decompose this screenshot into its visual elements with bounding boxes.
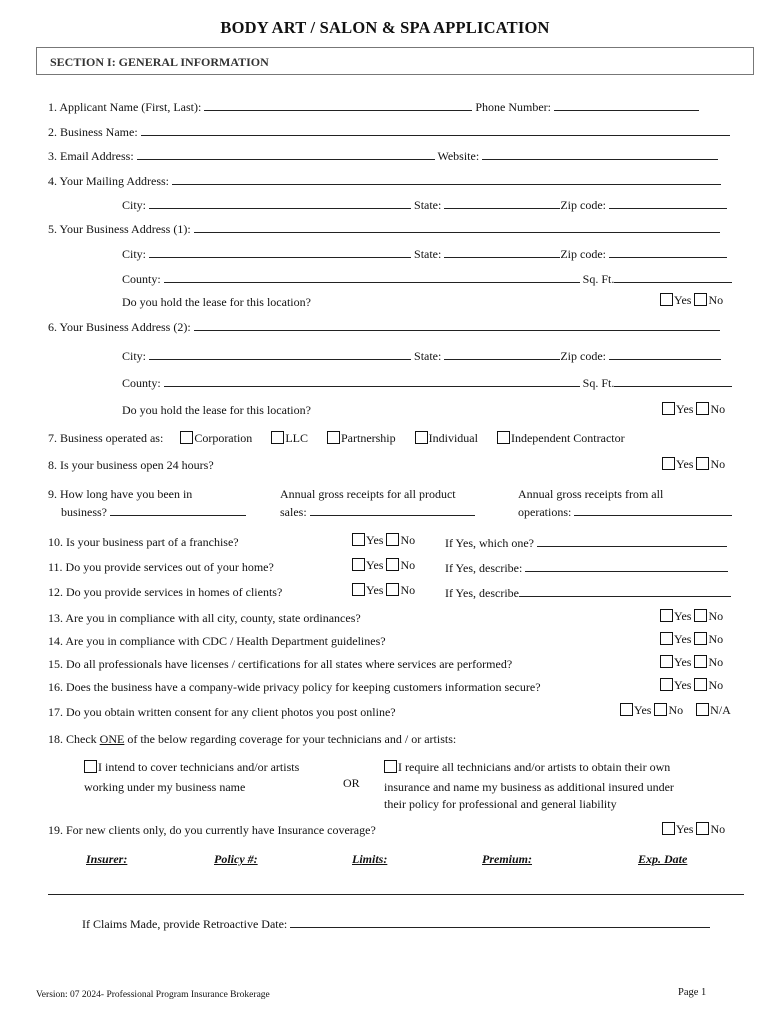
address1-county-field[interactable] [164, 271, 580, 283]
q12-follow [445, 585, 731, 601]
q2-label: 2. Business Name: [48, 125, 138, 139]
no-label: No [400, 533, 416, 547]
q14-yesno [660, 632, 723, 647]
no-checkbox[interactable] [694, 609, 707, 622]
q14-label: 14. Are you in compliance with CDC / Health Department guidelines? [48, 634, 386, 648]
sqft-label: Sq. Ft. [582, 376, 615, 390]
yes-label: Yes [366, 558, 384, 572]
limits-header: Limits: [352, 852, 388, 866]
business-address1-field[interactable] [194, 221, 720, 233]
partnership-checkbox[interactable] [327, 431, 340, 444]
q11-yesno [352, 558, 415, 573]
website-field[interactable] [482, 148, 718, 160]
address2-city-field[interactable] [149, 348, 411, 360]
q5-row [48, 221, 720, 237]
address2-county-field[interactable] [164, 375, 580, 387]
no-label: No [710, 457, 726, 471]
q3-label: 3. Email Address: [48, 149, 134, 163]
city-label: City: [122, 198, 147, 212]
business-address2-field[interactable] [194, 319, 720, 331]
mailing-state-field[interactable] [444, 197, 560, 209]
q6-city-row [122, 348, 721, 364]
q2-row [48, 124, 730, 140]
q18-option2-line1 [384, 760, 670, 775]
q4-row [48, 173, 721, 189]
yes-label: Yes [674, 678, 692, 692]
address1-zip-field[interactable] [609, 246, 727, 258]
corporation-checkbox[interactable] [180, 431, 193, 444]
yes-checkbox[interactable] [660, 655, 673, 668]
retroactive-date-field[interactable] [290, 916, 710, 928]
no-checkbox[interactable] [696, 457, 709, 470]
q5-lease-yesno [660, 293, 723, 308]
city-label: City: [122, 349, 147, 363]
phone-field[interactable] [554, 99, 699, 111]
require-own-insurance-checkbox[interactable] [384, 760, 397, 773]
individual-checkbox[interactable] [415, 431, 428, 444]
q9-col1-line2 [61, 504, 246, 520]
yes-checkbox[interactable] [352, 583, 365, 596]
q18-option1-line2: working under my business name [84, 780, 246, 794]
no-label: No [708, 293, 724, 307]
q15-label: 15. Do all professionals have licenses / certifications for all states where services are performed? [48, 657, 513, 671]
q9-col2-line2 [280, 504, 475, 520]
no-checkbox[interactable] [654, 703, 667, 716]
yes-label: Yes [674, 632, 692, 646]
q10-follow [445, 535, 727, 551]
county-label: County: [122, 376, 161, 390]
q15-yesno [660, 655, 723, 670]
individual-label: Individual [428, 431, 478, 445]
yes-checkbox[interactable] [660, 678, 673, 691]
no-label: No [710, 402, 726, 416]
no-checkbox[interactable] [696, 822, 709, 835]
yes-label: Yes [676, 402, 694, 416]
mailing-city-field[interactable] [149, 197, 411, 209]
no-checkbox[interactable] [694, 678, 707, 691]
q10-label: 10. Is your business part of a franchise? [48, 535, 239, 549]
no-checkbox[interactable] [386, 533, 399, 546]
sqft-label: Sq. Ft. [582, 272, 615, 286]
corporation-label: Corporation [194, 431, 253, 445]
cover-technicians-checkbox[interactable] [84, 760, 97, 773]
independent-contractor-label: Independent Contractor [510, 431, 625, 445]
no-label: No [668, 703, 684, 717]
q9-col2-line1: Annual gross receipts for all product [280, 487, 456, 501]
business-name-field[interactable] [141, 124, 730, 136]
no-label: No [708, 609, 724, 623]
q18-option2-line3: their policy for professional and general liability [384, 797, 617, 811]
yes-checkbox[interactable] [352, 533, 365, 546]
county-label: County: [122, 272, 161, 286]
address1-city-field[interactable] [149, 246, 411, 258]
yes-label: Yes [676, 457, 694, 471]
section-header-box [36, 47, 754, 75]
address1-sqft-field[interactable] [614, 271, 732, 283]
q11-follow [445, 560, 728, 576]
na-label: N/A [710, 703, 731, 717]
yes-label: Yes [366, 533, 384, 547]
insurance-entry-line[interactable] [48, 894, 744, 895]
q11-follow-label: If Yes, describe: [445, 561, 523, 575]
no-label: No [710, 822, 726, 836]
llc-label: LLC [285, 431, 308, 445]
yes-label: Yes [676, 822, 694, 836]
yes-checkbox[interactable] [662, 402, 675, 415]
page-number: Page 1 [678, 987, 707, 998]
home-services-field[interactable] [525, 560, 728, 572]
zip-label: Zip code: [560, 247, 606, 261]
q17-label: 17. Do you obtain written consent for any client photos you post online? [48, 705, 396, 719]
na-checkbox[interactable] [696, 703, 709, 716]
no-label: No [400, 558, 416, 572]
address2-zip-field[interactable] [609, 348, 721, 360]
q10-yesno [352, 533, 415, 548]
no-checkbox[interactable] [386, 558, 399, 571]
llc-checkbox[interactable] [271, 431, 284, 444]
no-label: No [708, 678, 724, 692]
policy-header: Policy #: [214, 852, 258, 866]
q18-label-one: ONE [99, 732, 125, 746]
yes-checkbox[interactable] [660, 293, 673, 306]
no-checkbox[interactable] [694, 293, 707, 306]
q10-follow-label: If Yes, which one? [445, 536, 534, 550]
no-label: No [708, 632, 724, 646]
yes-checkbox[interactable] [662, 457, 675, 470]
applicant-name-field[interactable] [204, 99, 472, 111]
q8-yesno [662, 457, 725, 472]
email-field[interactable] [137, 148, 435, 160]
state-label: State: [414, 349, 442, 363]
no-label: No [708, 655, 724, 669]
q7-row [48, 431, 625, 446]
address1-state-field[interactable] [444, 246, 560, 258]
q6-lease-label: Do you hold the lease for this location? [122, 403, 311, 417]
q11-label: 11. Do you provide services out of your home? [48, 560, 274, 574]
premium-header: Premium: [482, 852, 532, 866]
q12-yesno [352, 583, 415, 598]
mailing-address-field[interactable] [172, 173, 721, 185]
q13-label: 13. Are you in compliance with all city, county, state ordinances? [48, 611, 361, 625]
phone-label: Phone Number: [475, 100, 551, 114]
product-sales-field[interactable] [310, 504, 475, 516]
no-checkbox[interactable] [386, 583, 399, 596]
yes-checkbox[interactable] [660, 632, 673, 645]
yes-checkbox[interactable] [620, 703, 633, 716]
insurer-header: Insurer: [86, 852, 128, 866]
q3-row [48, 148, 718, 164]
address2-state-field[interactable] [444, 348, 560, 360]
q18-label-pre: 18. Check [48, 732, 100, 746]
yes-label: Yes [674, 293, 692, 307]
yes-checkbox[interactable] [352, 558, 365, 571]
operations-receipts-field[interactable] [574, 504, 732, 516]
version-footer: Version: 07 2024- Professional Program Insurance Brokerage [36, 990, 270, 1000]
exp-date-header: Exp. Date [638, 852, 688, 866]
yes-label: Yes [366, 583, 384, 597]
q18-label-post: of the below regarding coverage for your technicians and / or artists: [124, 732, 457, 746]
q16-label: 16. Does the business have a company-wide privacy policy for keeping customers information secure? [48, 680, 541, 694]
q18-option1-text1: I intend to cover technicians and/or artists [98, 760, 300, 774]
partnership-label: Partnership [340, 431, 396, 445]
q7-label: 7. Business operated as: [48, 431, 164, 445]
claims-made-label: If Claims Made, provide Retroactive Date: [82, 917, 288, 931]
city-label: City: [122, 247, 147, 261]
no-checkbox[interactable] [694, 655, 707, 668]
form-title: BODY ART / SALON & SPA APPLICATION [220, 18, 550, 37]
yes-checkbox[interactable] [660, 609, 673, 622]
yes-label: Yes [674, 609, 692, 623]
q6-row [48, 319, 720, 335]
yes-label: Yes [634, 703, 652, 717]
zip-label: Zip code: [560, 198, 606, 212]
q8-label: 8. Is your business open 24 hours? [48, 458, 214, 472]
website-label: Website: [437, 149, 480, 163]
state-label: State: [414, 247, 442, 261]
q9-operations-label: operations: [518, 505, 572, 519]
q1-label: 1. Applicant Name (First, Last): [48, 100, 202, 114]
yes-label: Yes [674, 655, 692, 669]
q9-col3-line1: Annual gross receipts from all [518, 487, 664, 501]
q6-lease-yesno [662, 402, 725, 417]
q18-row [48, 732, 456, 747]
q6-label: 6. Your Business Address (2): [48, 320, 191, 334]
q5-label: 5. Your Business Address (1): [48, 222, 191, 236]
client-home-services-field[interactable] [519, 585, 731, 597]
q5-city-row [122, 246, 727, 262]
address2-sqft-field[interactable] [614, 375, 732, 387]
no-checkbox[interactable] [694, 632, 707, 645]
q5-lease-label: Do you hold the lease for this location? [122, 295, 311, 309]
franchise-field[interactable] [537, 535, 727, 547]
q18-option2-line2: insurance and name my business as additional insured under [384, 780, 674, 794]
no-checkbox[interactable] [696, 402, 709, 415]
mailing-zip-field[interactable] [609, 197, 727, 209]
yes-checkbox[interactable] [662, 822, 675, 835]
q5-county-row [122, 271, 732, 287]
section-title: SECTION I: GENERAL INFORMATION [50, 55, 269, 69]
q6-county-row [122, 375, 732, 391]
claims-made-row [82, 916, 710, 932]
q13-yesno [660, 609, 723, 624]
q9-business-label: business? [61, 505, 107, 519]
years-in-business-field[interactable] [110, 504, 246, 516]
q9-sales-label: sales: [280, 505, 307, 519]
q9-col1-line1: 9. How long have you been in [48, 487, 193, 501]
zip-label: Zip code: [560, 349, 606, 363]
q18-option1-line1 [84, 760, 299, 775]
state-label: State: [414, 198, 442, 212]
q19-yesno [662, 822, 725, 837]
q4-city-row [122, 197, 727, 213]
q1-row [48, 99, 699, 115]
q17-yesno-na [620, 703, 731, 718]
independent-contractor-checkbox[interactable] [497, 431, 510, 444]
q18-option2-text1: I require all technicians and/or artists to obtain their own [398, 760, 671, 774]
q12-follow-label: If Yes, describe [445, 586, 519, 600]
q12-label: 12. Do you provide services in homes of clients? [48, 585, 283, 599]
no-label: No [400, 583, 416, 597]
q4-label: 4. Your Mailing Address: [48, 174, 170, 188]
or-label: OR [343, 776, 360, 790]
q9-col3-line2 [518, 504, 732, 520]
q16-yesno [660, 678, 723, 693]
q19-label: 19. For new clients only, do you currently have Insurance coverage? [48, 823, 376, 837]
